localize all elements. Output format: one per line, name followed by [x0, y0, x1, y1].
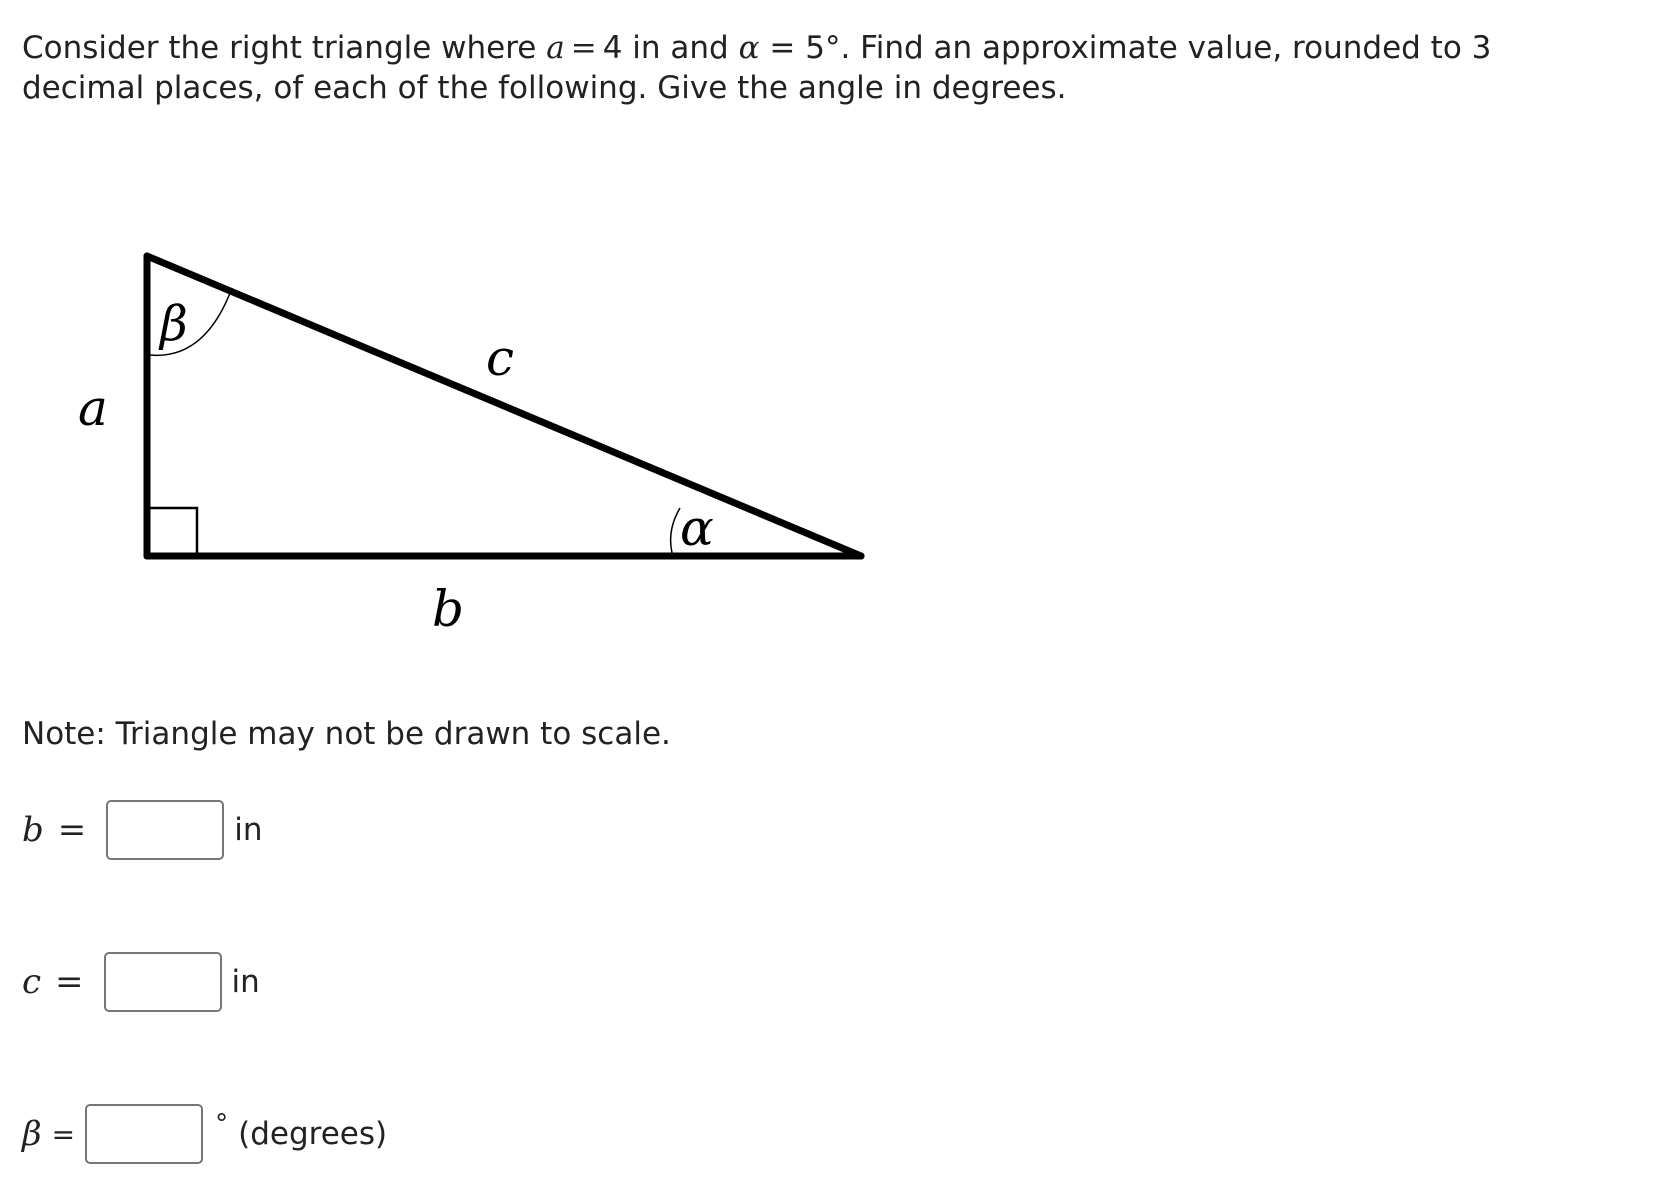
- prompt-text-1: Consider the right triangle where: [22, 30, 537, 66]
- answer-beta-input[interactable]: [85, 1104, 203, 1164]
- answer-beta-equals: =: [51, 1117, 76, 1151]
- answer-beta-label: β: [22, 1114, 42, 1154]
- right-angle-marker: [150, 508, 197, 553]
- answer-row-c: [22, 952, 260, 1012]
- side-c-label: c: [486, 329, 515, 387]
- answer-beta-unit: (degrees): [238, 1116, 388, 1152]
- answer-c-input[interactable]: [104, 952, 222, 1012]
- answer-b-input[interactable]: [106, 800, 224, 860]
- answer-beta-degree-sign: °: [215, 1109, 229, 1139]
- answer-b-label: b: [22, 810, 44, 850]
- side-c-line: [147, 256, 861, 556]
- answer-row-b: [22, 800, 263, 860]
- answer-b-unit: in: [234, 812, 263, 848]
- answer-c-unit: in: [231, 964, 260, 1000]
- scale-note: Note: Triangle may not be drawn to scale.: [22, 716, 671, 752]
- beta-angle-label: β: [160, 296, 188, 352]
- alpha-angle-label: α: [680, 499, 714, 557]
- answer-b-equals: =: [57, 810, 87, 850]
- answer-row-beta: [22, 1104, 387, 1164]
- prompt-equals: =: [570, 30, 597, 66]
- prompt-text-3: = 5°. Find an approximate value, rounded to 3 decimal places, of each of the following. Give the angle in degrees.: [22, 30, 1492, 106]
- answer-c-equals: =: [55, 962, 84, 1002]
- prompt-text-2: 4 in and: [602, 30, 729, 66]
- prompt-var-alpha: α: [738, 30, 760, 66]
- side-a-label: a: [78, 379, 108, 437]
- prompt-var-a: a: [546, 30, 565, 66]
- side-b-label: b: [432, 580, 465, 638]
- answer-c-label: c: [22, 962, 42, 1002]
- alpha-angle-arc: [671, 508, 680, 553]
